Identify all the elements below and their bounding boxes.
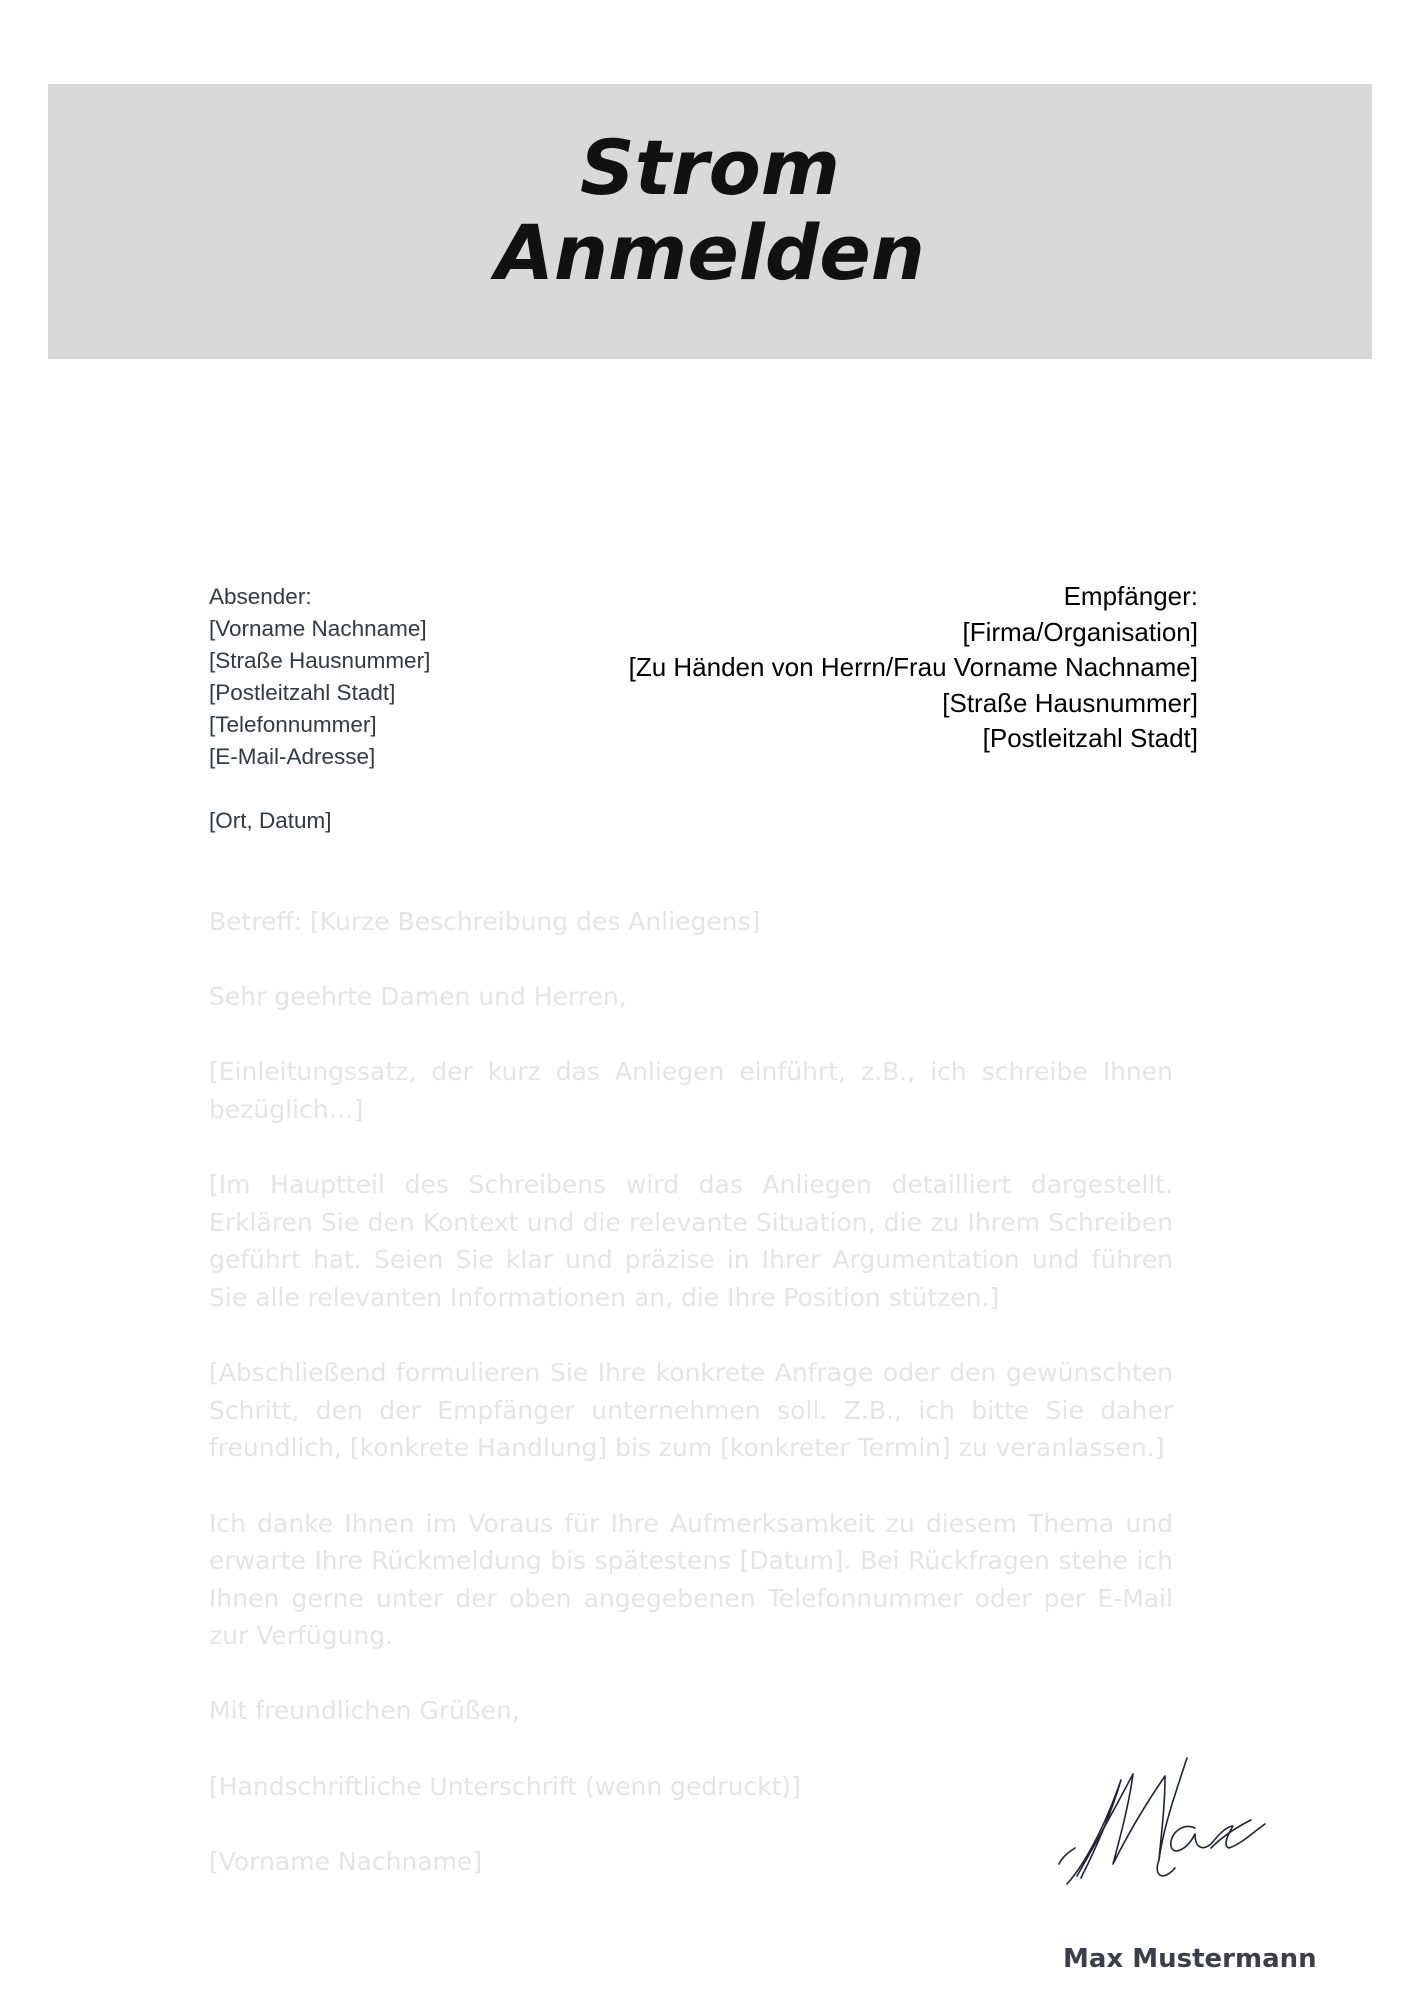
letter-closing: Mit freundlichen Grüßen, <box>209 1696 520 1726</box>
sender-city: [Postleitzahl Stadt] <box>209 680 396 705</box>
letter-paragraph: [Einleitungssatz, der kurz das Anliegen einführt, z.B., ich schreibe Ihnen bezüglich…] <box>209 1057 1173 1124</box>
signature-placeholder: [Handschriftliche Unterschrift (wenn gedruckt)] <box>209 1771 801 1801</box>
recipient-company: [Firma/Organisation] <box>962 616 1198 647</box>
recipient-attention: [Zu Händen von Herrn/Frau Vorname Nachname] <box>628 652 1198 682</box>
document-title-line-1: Strom <box>580 123 840 212</box>
sender-name: [Vorname Nachname] <box>209 616 427 641</box>
sender-label: Absender: <box>209 584 312 609</box>
letter-body <box>209 903 1173 1918</box>
letter-subject: Betreff: [Kurze Beschreibung des Anliegens] <box>209 907 761 936</box>
recipient-block <box>560 579 1198 757</box>
recipient-city: [Postleitzahl Stadt] <box>982 723 1198 753</box>
sender-phone: [Telefonnummer] <box>209 712 377 737</box>
place-date: [Ort, Datum] <box>209 808 332 833</box>
letter-salutation: Sehr geehrte Damen und Herren, <box>209 982 627 1012</box>
header-band <box>48 84 1372 359</box>
spacer <box>209 773 629 805</box>
letter-paragraph: [Abschließend formulieren Sie Ihre konkrete Anfrage oder den gewünschten Schritt, den der Empfänger unternehmen soll. Z.B., ich bitte Sie daher freundlich, [konkrete Handlung] bis zum [konkreter Termin] zu veranlassen.] <box>209 1358 1173 1463</box>
name-placeholder: [Vorname Nachname] <box>209 1846 483 1876</box>
recipient-label: Empfänger: <box>1063 581 1198 611</box>
recipient-street: [Straße Hausnummer] <box>942 687 1198 718</box>
sender-street: [Straße Hausnummer] <box>209 648 431 673</box>
signer-name: Max Mustermann <box>1063 1944 1317 1974</box>
letter-paragraph: Ich danke Ihnen im Voraus für Ihre Aufmerksamkeit zu diesem Thema und erwarte Ihre Rückmeldung bis spätestens [Datum]. Bei Rückfragen stehe ich Ihnen gerne unter der oben angegebenen Telefonnummer oder per E-Mail zur Verfügung. <box>209 1508 1173 1651</box>
letter-paragraph: [Im Hauptteil des Schreibens wird das Anliegen detailliert dargestellt. Erklären Sie den Kontext und die relevante Situation, die zu Ihrem Schreiben geführt hat. Seien Sie klar und präzise in Ihrer Argumentation und führen Sie alle relevanten Informationen an, die Ihre Position stützen.] <box>209 1170 1173 1312</box>
document-title-line-2: Anmelden <box>495 208 925 297</box>
sender-email: [E-Mail-Adresse] <box>209 744 376 769</box>
handwritten-signature <box>1055 1752 1280 1892</box>
